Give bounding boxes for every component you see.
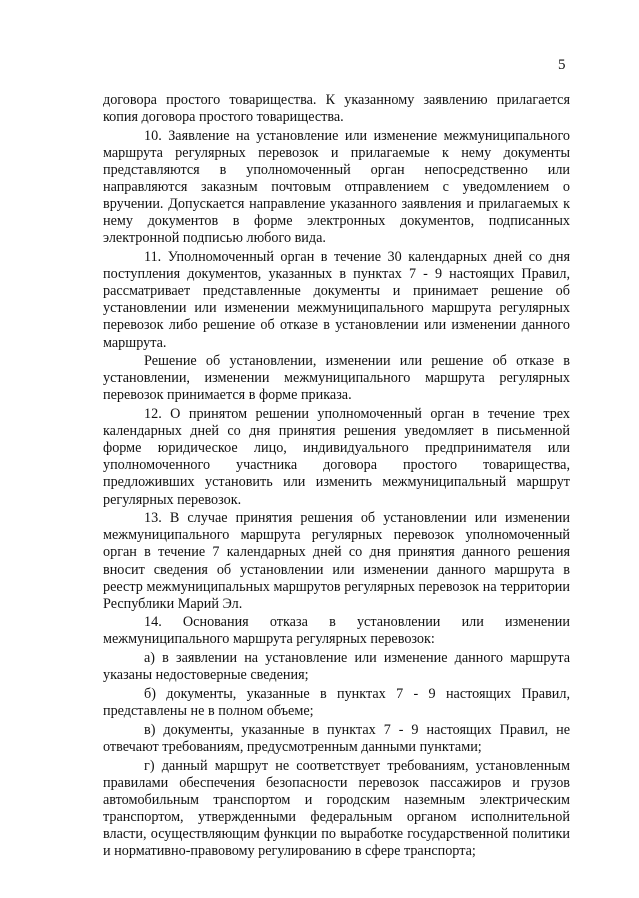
paragraph-subitem-b: б) документы, указанные в пунктах 7 - 9 настоящих Правил, представлены не в полном объеме; [103, 685, 570, 720]
paragraph-item-12: 12. О принятом решении уполномоченный орган в течение трех календарных дней со дня принятия решения уведомляет в письменной форме юридическое лицо, индивидуального предпринимателя или уполномоченного участника договора простого товарищества, предложивших установить или изменить межмуниципальный маршрут регулярных перевозок. [103, 406, 570, 508]
paragraph-item-14: 14. Основания отказа в установлении или изменении межмуниципального маршрута регулярных перевозок: [103, 614, 570, 648]
paragraph-item-10: 10. Заявление на установление или изменение межмуниципального маршрута регулярных перевозок и прилагаемые к нему документы представляются в уполномоченный орган непосредственно или направляются заказным почтовым отправлением с уведомлением о вручении. Допускается направление указанного заявления и прилагаемых к нему документов в форме электронных документов, подписанных электронной подписью любого вида. [103, 127, 570, 247]
paragraph-continuation: договора простого товарищества. К указанному заявлению прилагается копия договора простого товарищества. [103, 92, 570, 126]
paragraph-item-11: 11. Уполномоченный орган в течение 30 календарных дней со дня поступления документов, указанных в пунктах 7 - 9 настоящих Правил, рассматривает представленные документы и принимает решение об установлении или изменении межмуниципального маршрута регулярных перевозок либо решение об отказе в установлении или изменении данного маршрута. [103, 249, 570, 351]
page-number: 5 [558, 57, 566, 73]
paragraph-item-13: 13. В случае принятия решения об установлении или изменении межмуниципального маршрута регулярных перевозок уполномоченный орган в течение 7 календарных дней со дня принятия данного решения вносит сведения об установлении или изменении данного маршрута в реестр межмуниципальных маршрутов регулярных перевозок на территории Республики Марий Эл. [103, 510, 570, 612]
paragraph-subitem-a: а) в заявлении на установление или изменение данного маршрута указаны недостоверные сведения; [103, 650, 570, 684]
document-body [103, 92, 570, 862]
paragraph-decision-form: Решение об установлении, изменении или решение об отказе в установлении, изменении межмуниципального маршрута регулярных перевозок принимается в форме приказа. [103, 353, 570, 404]
paragraph-subitem-v: в) документы, указанные в пунктах 7 - 9 настоящих Правил, не отвечают требованиям, предусмотренным данными пунктами; [103, 721, 570, 755]
paragraph-subitem-g: г) данный маршрут не соответствует требованиям, установленным правилами обеспечения безопасности перевозок пассажиров и грузов автомобильным транспортом и городским наземным электрическим транспортом, утвержденными федеральным органом исполнительной власти, осуществляющим функции по выработке государственной политики и нормативно-правовому регулированию в сфере транспорта; [103, 757, 570, 859]
